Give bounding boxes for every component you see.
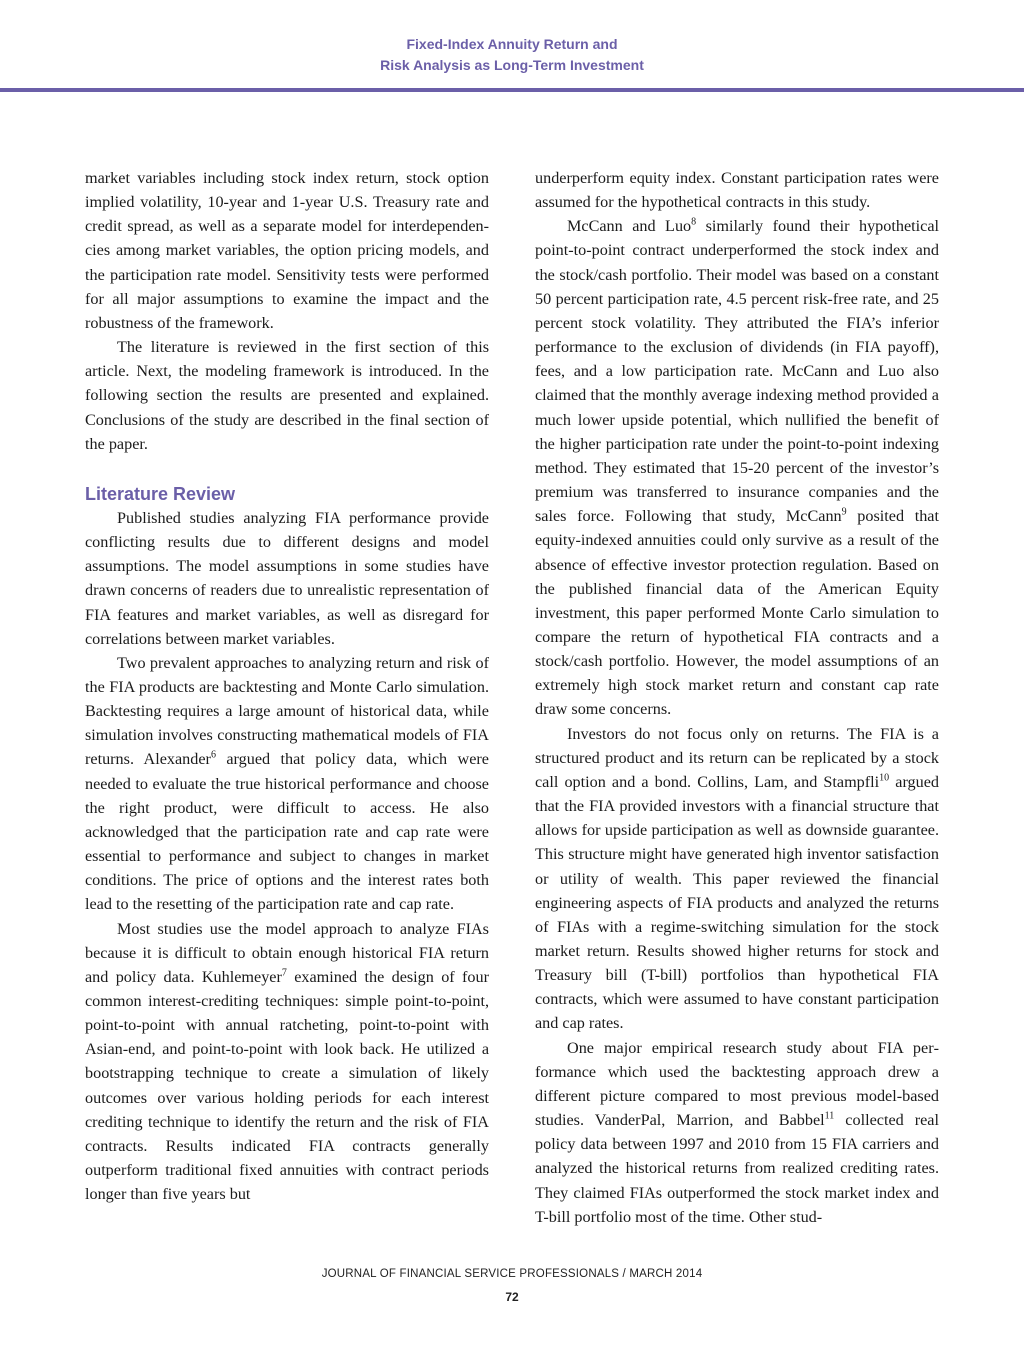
paragraph bbox=[535, 1036, 939, 1229]
footnote-ref: 6 bbox=[210, 750, 216, 762]
text-run: argued that the FIA provided investors with a financial structure that allows for upside participation as well as downside guarantee. This structure might have generated high inventor satisfaction or utility of wealth. This paper reviewed the financial engineering aspects of FIA products and analyzed the returns of FIAs with a regime-switching simulation for the stock market return. Results showed higher returns for stock and Treasury bill (T-bill) portfolios than hypothetical FIA contracts, which were assumed to have constant participation and cap rates. bbox=[535, 772, 940, 1033]
paragraph bbox=[85, 651, 489, 917]
footer-journal: JOURNAL OF FINANCIAL SERVICE PROFESSIONALS / MARCH 2014 bbox=[321, 1268, 703, 1280]
footnote-ref: 7 bbox=[281, 967, 287, 979]
paragraph: underperform equity index. Constant participation rates were assumed for the hypothetical contracts in this study. bbox=[535, 169, 939, 212]
right-column bbox=[535, 166, 939, 1229]
footnote-ref: 9 bbox=[841, 506, 847, 518]
text-run: Most studies use the model approach to analyze FIAs because it is difficult to obtain enough historical FIA return and policy data. Kuhlemeyer bbox=[85, 919, 489, 986]
text-run: Investors do not focus only on returns. The FIA is a structured product and its return can be replicated by a stock call option and a bond. Collins, Lam, and Stampfli bbox=[535, 724, 939, 791]
text-run: posited that equity-indexed annuities could only survive as a result of the absence of effective investor protection regulation. Based on the published financial data of the American Equity investment, this paper performed Monte Carlo simulation to compare the return of hypothetical FIA contracts and a stock/cash portfolio. However, the model assumptions of an extremely high stock market return and constant cap rate draw some concerns. bbox=[535, 507, 939, 719]
paragraph: The literature is reviewed in the first section of this article. Next, the modeling framework is introduced. In the following section the results are presented and explained. Conclusions of the study are described in the final section of the paper. bbox=[85, 338, 489, 453]
text-run: One major empirical research study about FIA performance which used the backtesting approach drew a different picture compared to most previous model-based studies. VanderPal, Marrion, and Babbel bbox=[535, 1038, 939, 1130]
running-header bbox=[0, 34, 1024, 76]
header-divider bbox=[0, 88, 1024, 92]
section-heading: Literature Review bbox=[85, 483, 236, 504]
header-title-line-1: Fixed-Index Annuity Return and bbox=[406, 36, 618, 52]
page-number: 72 bbox=[505, 1290, 519, 1304]
footnote-ref: 10 bbox=[879, 772, 890, 784]
text-run: Two prevalent approaches to analyzing return and risk of the FIA products are backtesting and Monte Carlo simulation. Backtesting requires a large amount of historical data, while simulation involves constructing mathematical models of FIA returns. Alexander bbox=[85, 653, 489, 769]
paragraph bbox=[85, 917, 489, 1207]
paragraph bbox=[535, 214, 939, 721]
paragraph bbox=[535, 722, 939, 1036]
paragraph: market variables including stock index return, stock option implied volatility, 10-year and 1-year U.S. Treasury rate and credit spread, as well as a separate model for interdependencies among market variables, the option pricing models, and the participation rate model. Sensitivity tests were performed for all major assumptions to examine the impact and the robustness of the framework. bbox=[85, 169, 489, 332]
header-title-line-2: Risk Analysis as Long-Term Investment bbox=[380, 57, 644, 73]
paragraph: Published studies analyzing FIA performance provide conflicting results due to different designs and model assumptions. The model assumptions in some studies have drawn concerns of readers due to unrealistic representation of FIA features and market variables, as well as disregard for correlations between market variables. bbox=[85, 508, 489, 648]
text-run: argued that policy data, which were needed to evaluate the true historical performance and choose the right product, were difficult to access. He also acknowledged that the participation rate and cap rate were essential to performance and subject to changes in market conditions. The price of options and the interest rates both lead to the resetting of the participation rate and cap rate. bbox=[85, 750, 489, 914]
text-run: examined the design of four common interest-crediting techniques: simple point-to-point, point-to-point with annual ratcheting, point-to-point with Asian-end, and point-to-point with look back. He utilized a bootstrapping technique to create a simulation of likely outcomes over various holding periods for each interest crediting technique to identify the return and the risk of FIA contracts. Results indicated FIA contracts generally outperform traditional fixed annuities with contract periods longer than five years but bbox=[85, 967, 489, 1204]
footnote-ref: 8 bbox=[691, 216, 697, 228]
text-run: McCann and Luo bbox=[567, 217, 692, 236]
text-run: similarly found their hypothetical point-to-point contract underperformed the stock index and the stock/cash portfolio. Their model was based on a constant 50 percent participation rate, 4.5 percent risk-free rate, and 25 percent stock volatility. They attributed the FIA’s inferior performance to the exclusion of dividends (in FIA payoff), fees, and a low participation rate. McCann and Luo also claimed that the monthly average indexing method provided a much lower upside potential, which nullified the benefit of the higher participation rate under the point-to-point indexing method. They estimated that 15-20 percent of the investor’s premium was transferred to insurance companies and the sales force. Following that study, McCann bbox=[535, 217, 939, 526]
text-run: collected real policy data between 1997 and 2010 from 15 FIA carriers and analyzed the historical returns from realized crediting rates. They claimed FIAs outperformed the stock market index and T-bill portfolio most of the time. Other stud- bbox=[535, 1111, 939, 1226]
footnote-ref: 11 bbox=[824, 1110, 835, 1122]
left-column bbox=[85, 166, 489, 1206]
